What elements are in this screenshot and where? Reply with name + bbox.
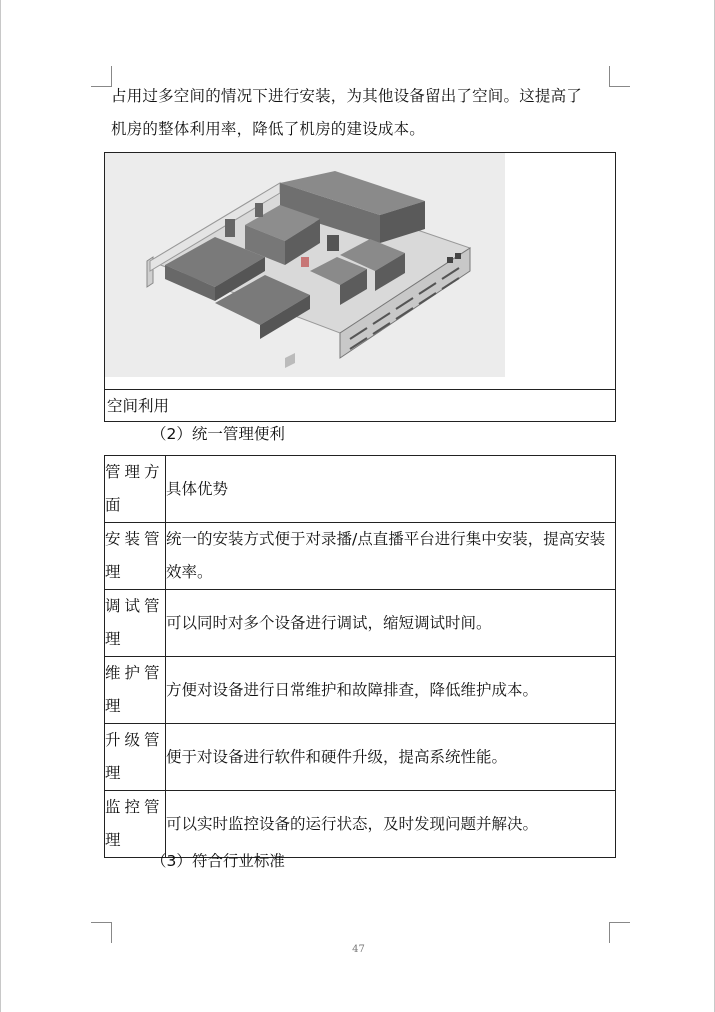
row-advantage: 方便对设备进行日常维护和故障排查，降低维护成本。 (166, 657, 616, 724)
intro-line-2: 机房的整体利用率，降低了机房的建设成本。 (111, 120, 426, 138)
table-row (105, 590, 616, 657)
row-aspect: 安装管理 (105, 523, 166, 590)
row-advantage: 统一的安装方式便于对录播/点直播平台进行集中安装，提高安装效率。 (166, 523, 616, 590)
crop-mark-top-right (609, 66, 630, 87)
row-aspect: 监控管理 (105, 791, 166, 858)
page-number: 47 (352, 944, 365, 955)
section-3-heading: （3）符合行业标准 (151, 852, 285, 870)
server-chassis-image (105, 153, 505, 377)
row-advantage: 可以实时监控设备的运行状态，及时发现问题并解决。 (166, 791, 616, 858)
crop-mark-bottom-left (91, 922, 112, 943)
crop-mark-top-left (91, 66, 112, 87)
table-row (105, 523, 616, 590)
header-advantage: 具体优势 (166, 456, 616, 523)
figure-caption: 空间利用 (107, 397, 170, 415)
row-advantage: 便于对设备进行软件和硬件升级，提高系统性能。 (166, 724, 616, 791)
figure-table (104, 152, 616, 422)
crop-mark-bottom-right (609, 922, 630, 943)
row-advantage: 可以同时对多个设备进行调试，缩短调试时间。 (166, 590, 616, 657)
table-row (105, 724, 616, 791)
figure-cell (105, 153, 615, 390)
intro-line-1: 占用过多空间的情况下进行安装，为其他设备留出了空间。这提高了 (111, 87, 583, 105)
table-row (105, 657, 616, 724)
row-aspect: 维护管理 (105, 657, 166, 724)
row-aspect: 调试管理 (105, 590, 166, 657)
management-table (104, 455, 616, 858)
row-aspect: 升级管理 (105, 724, 166, 791)
table-header-row (105, 456, 616, 523)
header-aspect: 管理方面 (105, 456, 166, 523)
intro-paragraph (111, 80, 611, 146)
section-2-heading: （2）统一管理便利 (151, 425, 285, 443)
